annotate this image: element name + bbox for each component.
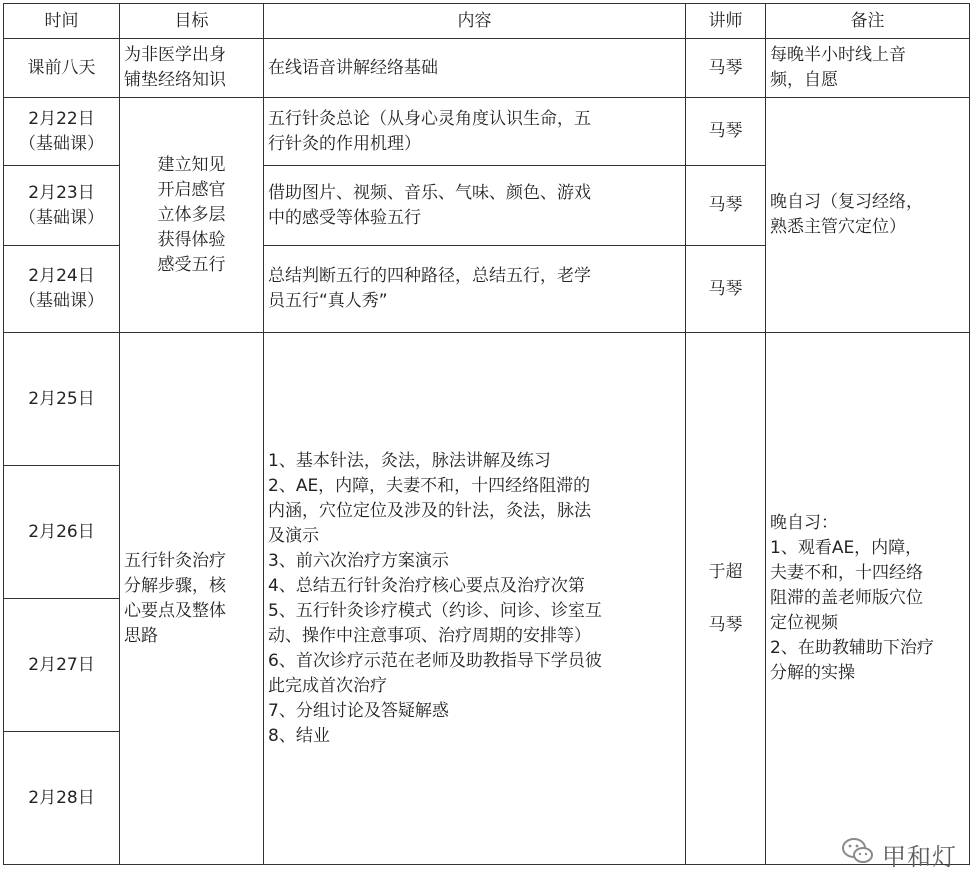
date-cell: 2月27日 [4, 599, 120, 732]
advanced-note: 晚自习： 1、观看AE，内障， 夫妻不和，十四经络 阻滞的盖老师版穴位 定位视频 2、在助教辅助下治疗 分解的实操 [766, 333, 970, 865]
row-content: 在线语音讲解经络基础 [264, 39, 686, 98]
date-cell: 2月25日 [4, 333, 120, 466]
row-teacher: 马琴 [686, 98, 766, 166]
teacher-name: 于超 [708, 561, 743, 582]
basic-goal: 建立知见 开启感官 立体多层 获得体验 感受五行 [120, 98, 264, 333]
table-row [4, 98, 970, 166]
date-cell: 2月26日 [4, 466, 120, 599]
header-teacher: 讲师 [686, 4, 766, 39]
header-row [4, 4, 970, 39]
advanced-goal: 五行针灸治疗 分解步骤，核 心要点及整体 思路 [120, 333, 264, 865]
schedule-table [3, 3, 970, 865]
watermark-text: 甲和灯 [882, 842, 957, 871]
advanced-content: 1、基本针法，灸法，脉法讲解及练习 2、AE，内障，夫妻不和，十四经络阻滞的 内涵，穴位定位及涉及的针法，灸法，脉法 及演示 3、前六次治疗方案演示 4、总结五行针灸治疗核心要点及治疗次第 5、五行针灸诊疗模式（约诊、问诊、诊室互 动、操作中注意事项、治疗周期的安排等） 6、首次诊疗示范在老师及助教指导下学员彼 此完成首次治疗 7、分组讨论及答疑解惑 8、结业 [264, 333, 686, 865]
header-content: 内容 [264, 4, 686, 39]
table-row [4, 39, 970, 98]
table-row [4, 333, 970, 466]
basic-note: 晚自习（复习经络， 熟悉主管穴定位） [766, 98, 970, 333]
date-cell: 2月28日 [4, 732, 120, 865]
header-goal: 目标 [120, 4, 264, 39]
row-goal: 为非医学出身 铺垫经络知识 [120, 39, 264, 98]
watermark [840, 834, 957, 874]
row-time: 2月23日 （基础课） [4, 166, 120, 246]
row-note: 每晚半小时线上音 频，自愿 [766, 39, 970, 98]
row-teacher: 马琴 [686, 246, 766, 333]
advanced-teachers [686, 333, 766, 865]
wechat-icon [840, 836, 876, 872]
row-content: 五行针灸总论（从身心灵角度认识生命，五 行针灸的作用机理） [264, 98, 686, 166]
row-time: 课前八天 [4, 39, 120, 98]
row-time: 2月22日 （基础课） [4, 98, 120, 166]
row-content: 借助图片、视频、音乐、气味、颜色、游戏 中的感受等体验五行 [264, 166, 686, 246]
header-time: 时间 [4, 4, 120, 39]
row-teacher: 马琴 [686, 39, 766, 98]
header-note: 备注 [766, 4, 970, 39]
row-time: 2月24日 （基础课） [4, 246, 120, 333]
teacher-name: 马琴 [708, 614, 743, 635]
row-content: 总结判断五行的四种路径，总结五行，老学 员五行“真人秀” [264, 246, 686, 333]
row-teacher: 马琴 [686, 166, 766, 246]
